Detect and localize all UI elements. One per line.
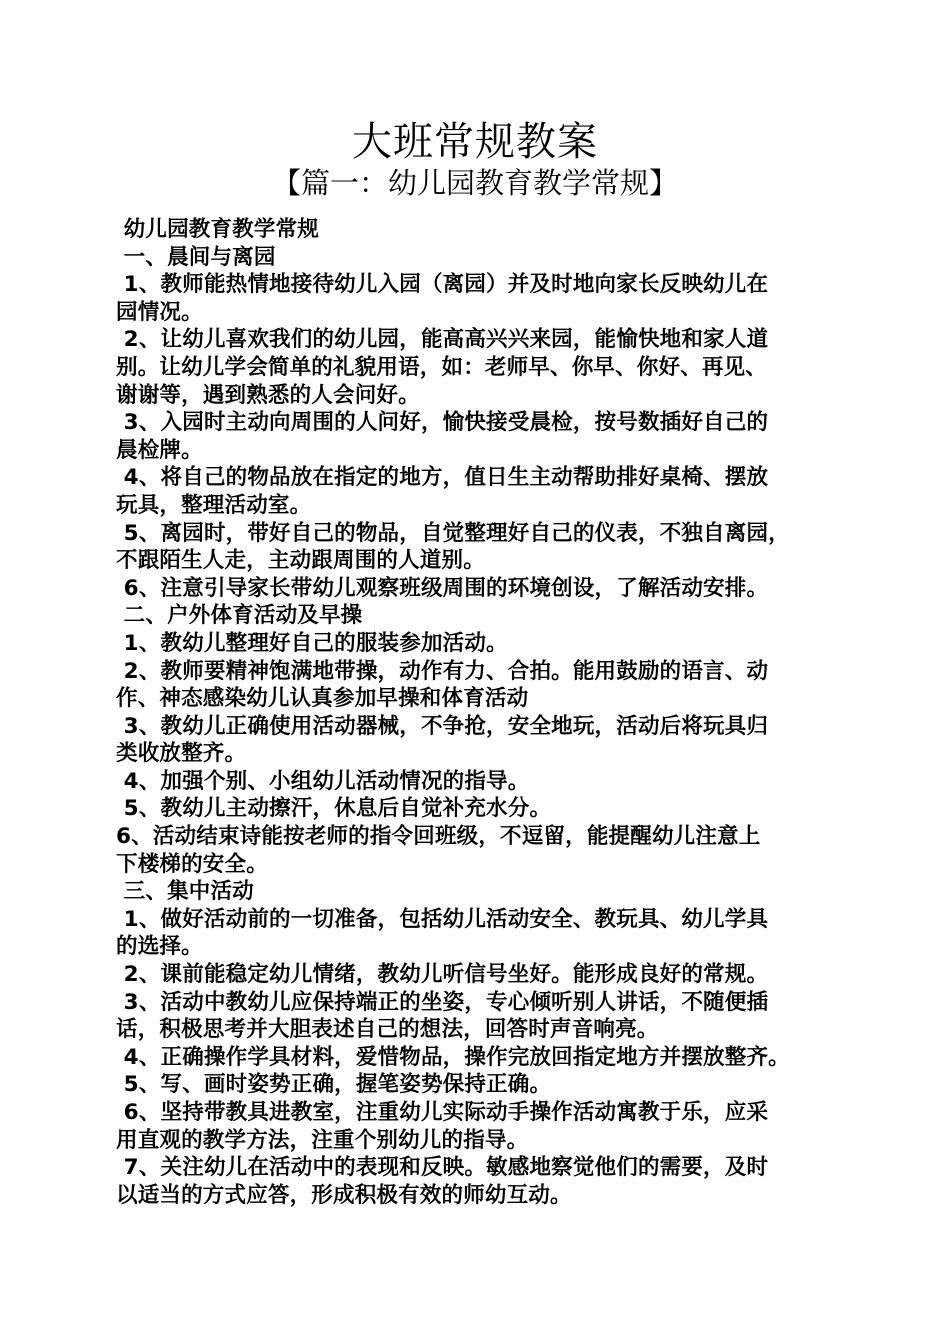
- text-line: 5、教幼儿主动擦汗，休息后自觉补充水分。: [116, 796, 552, 822]
- document-title: 大班常规教案: [352, 119, 598, 165]
- text-line: 4、正确操作学具材料，爱惜物品，操作完放回指定地方并摆放整齐。: [116, 1044, 790, 1070]
- text-line: 晨检牌。: [116, 437, 203, 463]
- text-line: 的选择。: [116, 934, 203, 960]
- text-line: 三、集中活动: [116, 879, 254, 905]
- text-line: 4、加强个别、小组幼儿活动情况的指导。: [116, 768, 530, 794]
- text-line: 3、活动中教幼儿应保持端正的坐姿，专心倾听别人讲话，不随便插: [116, 989, 769, 1015]
- text-line: 以适当的方式应答，形成积极有效的师幼互动。: [116, 1182, 572, 1208]
- text-line: 4、将自己的物品放在指定的地方，值日生主动帮助排好桌椅、摆放: [116, 465, 769, 491]
- text-line: 类收放整齐。: [116, 741, 247, 767]
- document-body: [116, 216, 836, 1209]
- text-line: 下楼梯的安全。: [116, 851, 268, 877]
- text-line: 6、坚持带教具进教室，注重幼儿实际动手操作活动寓教于乐，应采: [116, 1100, 769, 1125]
- text-line: 作、神态感染幼儿认真参加早操和体育活动: [116, 686, 529, 712]
- text-line: 用直观的教学方法，注重个别幼儿的指导。: [116, 1127, 529, 1153]
- text-line: 园情况。: [116, 299, 203, 325]
- text-line: 5、写、画时姿势正确，握笔姿势保持正确。: [116, 1072, 552, 1098]
- text-line: 1、做好活动前的一切准备，包括幼儿活动安全、教玩具、幼儿学具: [116, 906, 769, 932]
- document-subtitle: 【篇一：幼儿园教育教学常规】: [271, 166, 678, 200]
- text-line: 6、注意引导家长带幼儿观察班级周围的环境创设，了解活动安排。: [116, 575, 769, 601]
- text-line: 1、教幼儿整理好自己的服装参加活动。: [116, 630, 508, 656]
- text-line: 2、教师要精神饱满地带操，动作有力、合拍。能用鼓励的语言、动: [116, 658, 769, 684]
- text-line: 谢谢等，遇到熟悉的人会问好。: [116, 382, 420, 408]
- text-line: 不跟陌生人走，主动跟周围的人道别。: [116, 548, 485, 574]
- text-line: 3、入园时主动向周围的人问好，愉快接受晨检，按号数插好自己的: [116, 410, 769, 436]
- text-line: 玩具，整理活动室。: [116, 492, 312, 518]
- text-line: 1、教师能热情地接待幼儿入园（离园）并及时地向家长反映幼儿在: [116, 272, 769, 298]
- text-line: 一、晨间与离园: [116, 244, 276, 270]
- text-line: 3、教幼儿正确使用活动器械，不争抢，安全地玩，活动后将玩具归: [116, 713, 769, 739]
- text-line: 7、关注幼儿在活动中的表现和反映。敏感地察觉他们的需要，及时: [116, 1155, 769, 1181]
- text-line: 幼儿园教育教学常规: [116, 217, 319, 242]
- text-line: 6、活动结束诗能按老师的指令回班级，不逗留，能提醒幼儿注意上: [116, 824, 761, 850]
- text-line: 别。让幼儿学会简单的礼貌用语，如：老师早、你早、你好、再见、: [116, 354, 768, 380]
- text-line: 2、让幼儿喜欢我们的幼儿园，能高高兴兴来园，能愉快地和家人道: [116, 327, 769, 353]
- text-line: 话，积极思考并大胆表述自己的想法，回答时声音响亮。: [116, 1017, 659, 1043]
- text-line: 二、户外体育活动及早操: [116, 603, 363, 629]
- text-line: 5、离园时，带好自己的物品，自觉整理好自己的仪表，不独自离园，: [116, 520, 790, 546]
- text-line: 2、课前能稳定幼儿情绪，教幼儿听信号坐好。能形成良好的常规。: [116, 962, 769, 988]
